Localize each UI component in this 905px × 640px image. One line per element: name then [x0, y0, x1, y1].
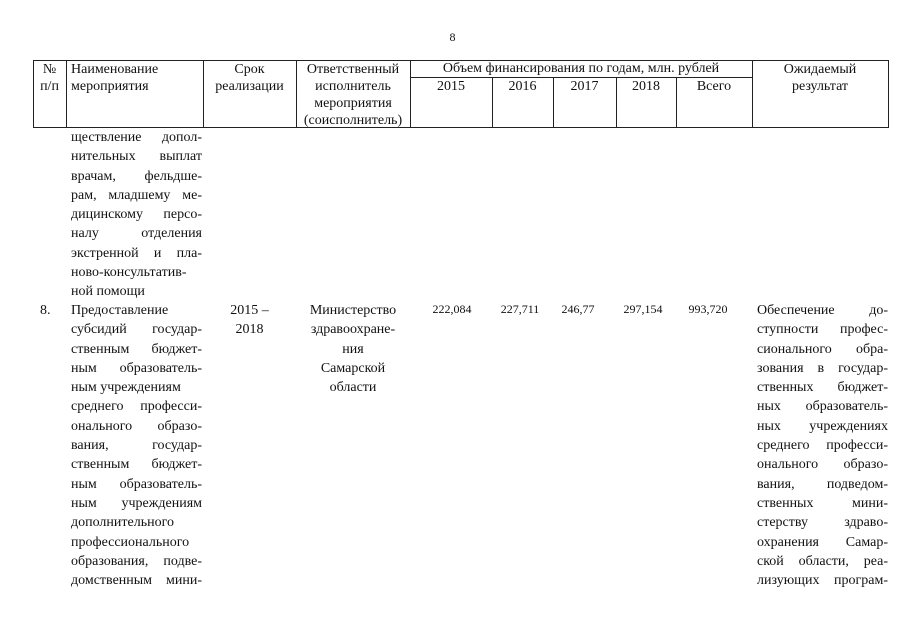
text-line: зования в государ-	[757, 360, 888, 376]
row8-value-2018: 297,154	[623, 302, 663, 316]
text-line: ным учреждениям	[71, 380, 181, 396]
text-line: лизующих програм-	[757, 573, 888, 589]
text-line: 2018	[235, 322, 264, 338]
row8-result	[757, 301, 888, 590]
row8-name	[71, 301, 202, 590]
header-result	[752, 61, 888, 95]
text-line: образования, подве-	[71, 553, 202, 569]
text-line: профессионального	[71, 534, 190, 550]
header-year-2018: 2018	[632, 79, 660, 94]
text-line: вания, государ-	[71, 438, 202, 454]
header-result-line: Ожидаемый	[783, 62, 857, 77]
text-line: охранения Самар-	[757, 534, 888, 550]
header-responsible-line: Ответственный	[306, 62, 400, 77]
header-num-line: №	[42, 62, 57, 77]
header-name-line: Наименование	[71, 62, 159, 77]
text-line: вания, подведом-	[757, 476, 888, 492]
header-responsible-line: (соисполнитель)	[303, 113, 403, 128]
header-result-line: результат	[791, 79, 849, 94]
text-line: домственным мини-	[71, 573, 202, 589]
header-responsible	[296, 61, 410, 129]
row8-number: 8.	[40, 303, 51, 318]
header-year-2016: 2016	[508, 79, 537, 94]
text-line: дополнительного	[71, 515, 174, 531]
header-year-2015: 2015	[437, 79, 465, 94]
text-line: онального образо-	[71, 418, 202, 434]
text-line: ственных бюджет-	[757, 380, 888, 396]
text-line: экстренной и пла-	[71, 245, 202, 261]
text-line: рам, младшему ме-	[71, 187, 202, 203]
text-line: сионального обра-	[757, 341, 888, 357]
text-line: налу отделения	[71, 226, 202, 242]
text-line: Самарской	[320, 360, 386, 376]
row8-value-2015: 222,084	[432, 302, 472, 316]
header-num-line: п/п	[40, 79, 59, 94]
text-line: ново-консультатив-	[71, 265, 187, 281]
row8-value-2016: 227,711	[500, 302, 540, 316]
text-line: ступности профес-	[757, 322, 888, 338]
text-line: стерству здраво-	[757, 515, 888, 531]
header-term-line: Срок	[234, 62, 265, 77]
header-responsible-line: исполнитель	[315, 79, 391, 94]
header-funding-title: Объем финансирования по годам, млн. рублей	[442, 61, 720, 76]
text-line: Министерство	[309, 303, 397, 318]
text-line: здравоохране-	[310, 322, 396, 338]
text-line: области	[329, 380, 377, 396]
text-line: ществление допол-	[71, 130, 202, 145]
text-line: среднего професси-	[71, 399, 202, 415]
text-line: ным образователь-	[71, 476, 202, 492]
header-num	[33, 61, 66, 95]
text-line: ной помощи	[71, 284, 145, 300]
text-line: Предоставление	[71, 303, 169, 318]
text-line: ным образователь-	[71, 360, 202, 376]
header-name-line: мероприятия	[71, 79, 149, 94]
text-line: ния	[342, 341, 364, 357]
header-year-2017: 2017	[570, 79, 599, 94]
text-line: среднего професси-	[757, 438, 888, 454]
header-term	[203, 61, 296, 95]
text-line: Обеспечение до-	[757, 303, 888, 318]
text-line: ных учреждениях	[757, 418, 888, 434]
row8-value-total: 993,720	[688, 302, 728, 316]
header-name	[71, 61, 201, 95]
text-line: врачам, фельдше-	[71, 168, 202, 184]
text-line: ской области, реа-	[757, 553, 888, 569]
row8-term	[203, 301, 296, 340]
text-line: ственным бюджет-	[71, 341, 202, 357]
header-total: Всего	[696, 79, 732, 94]
text-line: ных образователь-	[757, 399, 888, 415]
continued-name-text	[71, 128, 202, 302]
text-line: дицинскому персо-	[71, 207, 202, 223]
row8-value-2017: 246,77	[561, 302, 595, 316]
text-line: ственных мини-	[757, 495, 888, 511]
text-line: нительных выплат	[71, 149, 202, 165]
text-line: ственным бюджет-	[71, 457, 202, 473]
header-responsible-line: мероприятия	[314, 96, 392, 111]
col-line	[66, 60, 67, 128]
col-line	[888, 60, 889, 128]
text-line: 2015 –	[230, 303, 269, 318]
text-line: субсидий государ-	[71, 322, 202, 338]
text-line: онального образо-	[757, 457, 888, 473]
text-line: ным учреждениям	[71, 495, 202, 511]
table-header	[33, 60, 888, 128]
page-number: 8	[449, 30, 456, 44]
row8-responsible	[296, 301, 410, 397]
header-term-line: реализации	[215, 79, 284, 94]
